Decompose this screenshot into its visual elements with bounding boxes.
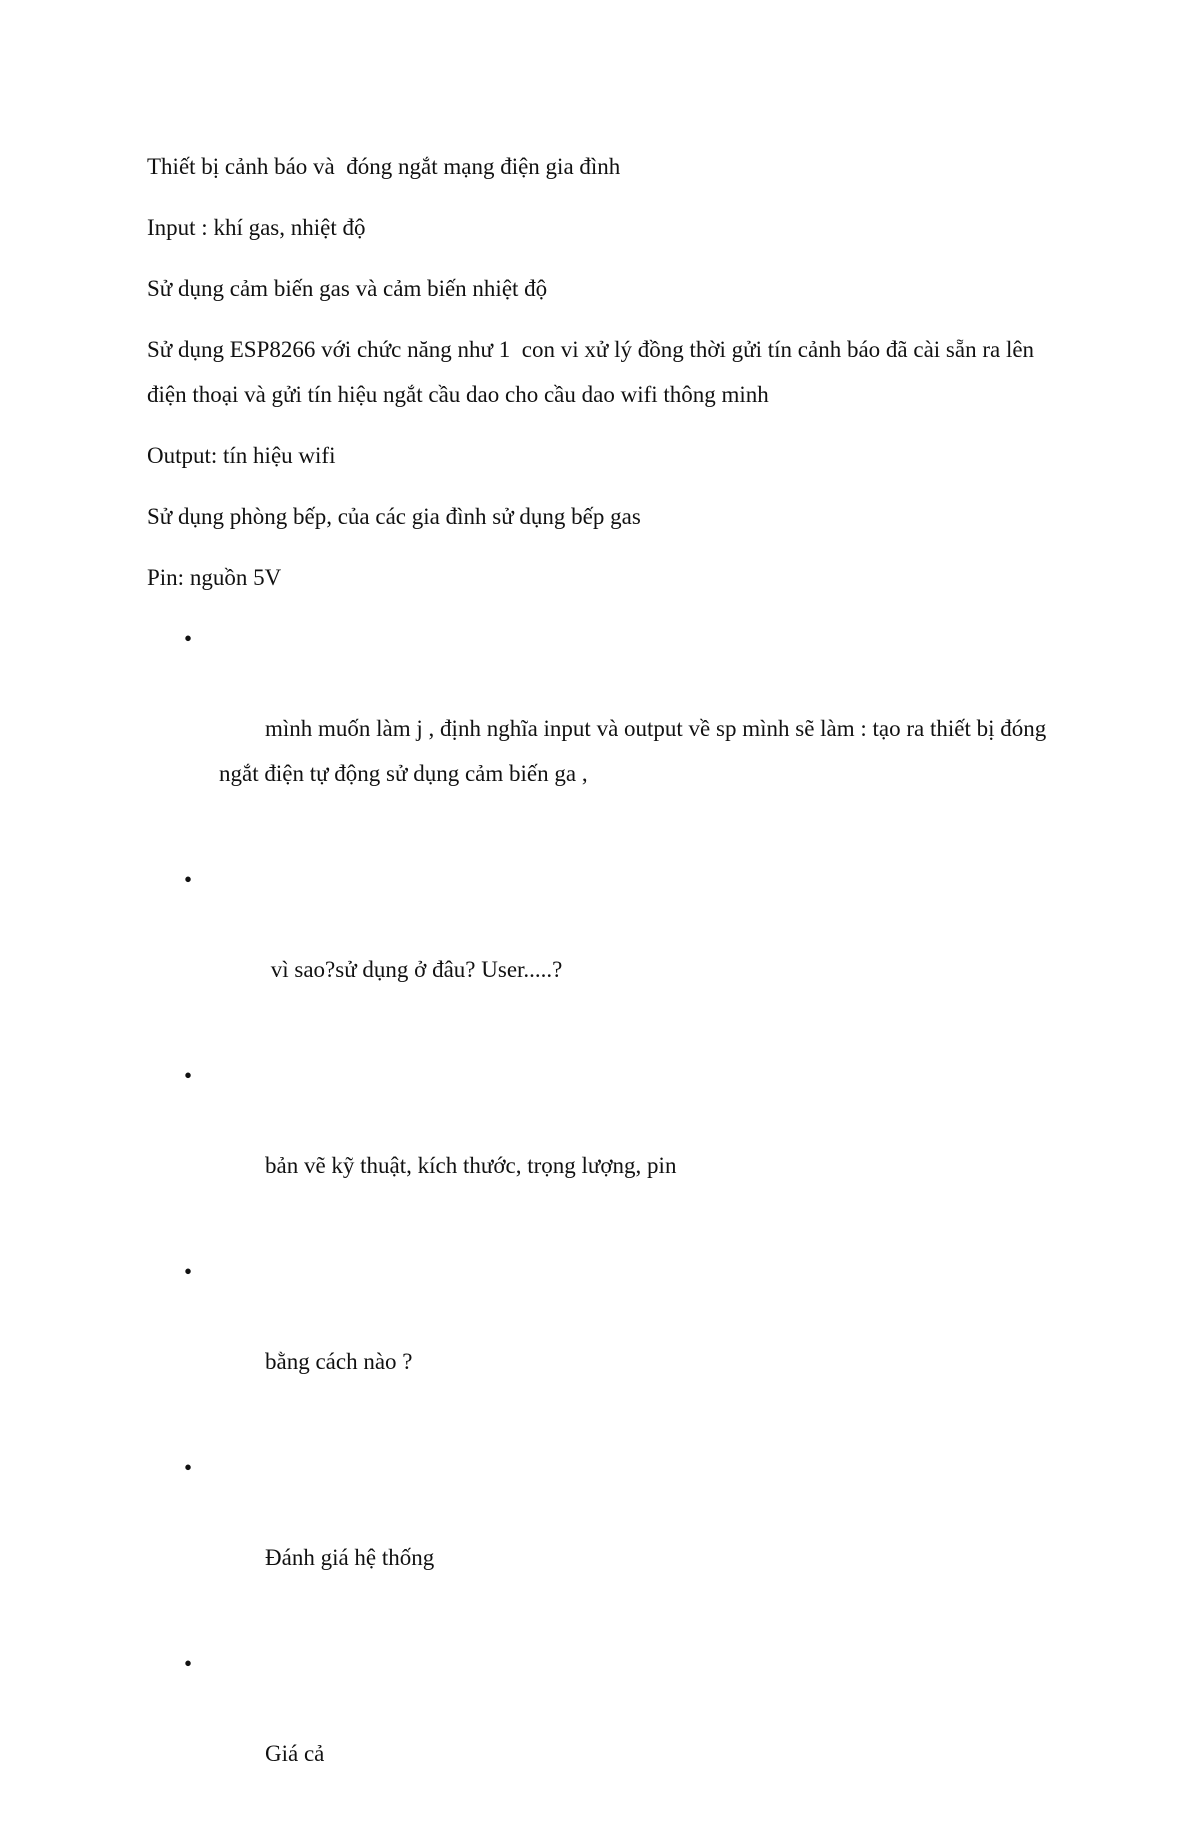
list-item (147, 1249, 1077, 1429)
bullet-icon: • (184, 1455, 193, 1480)
list-item-text: vì sao?sử dụng ở đâu? User.....? (265, 957, 563, 982)
bullet-icon: • (184, 1063, 193, 1088)
list-item-text: Giá cả (265, 1741, 325, 1766)
list-item-text: Đánh giá hệ thống (265, 1545, 435, 1570)
list-item-text: bản vẽ kỹ thuật, kích thước, trọng lượng, pin (265, 1153, 677, 1178)
esp8266-paragraph: Sử dụng ESP8266 với chức năng như 1 con vi xử lý đồng thời gửi tín cảnh báo đã cài sẵn ra lên điện thoại và gửi tín hiệu ngắt cầu dao cho cầu dao wifi thông minh (147, 337, 1040, 407)
bullet-icon: • (184, 1651, 193, 1676)
bullet-icon: • (184, 867, 193, 892)
list-item (147, 1445, 1077, 1625)
bullet-icon: • (184, 626, 193, 651)
output-line: Output: tín hiệu wifi (147, 443, 336, 468)
list-item (147, 1641, 1077, 1821)
document-title: Thiết bị cảnh báo và đóng ngắt mạng điện gia đình (147, 154, 621, 179)
bullet-list (147, 616, 1077, 1821)
list-item-text: bằng cách nào ? (265, 1349, 413, 1374)
input-line: Input : khí gas, nhiệt độ (147, 215, 366, 240)
bullet-icon: • (184, 1259, 193, 1284)
list-item (147, 616, 1077, 841)
list-item-text: mình muốn làm j , định nghĩa input và output về sp mình sẽ làm : tạo ra thiết bị đóng ngắt điện tự động sử dụng cảm biến ga , (219, 716, 1053, 786)
usage-line: Sử dụng phòng bếp, của các gia đình sử dụng bếp gas (147, 504, 641, 529)
list-item (147, 857, 1077, 1037)
sensor-line: Sử dụng cảm biến gas và cảm biến nhiệt độ (147, 276, 548, 301)
document-body (147, 144, 1077, 1837)
list-item (147, 1053, 1077, 1233)
power-line: Pin: nguồn 5V (147, 565, 282, 590)
